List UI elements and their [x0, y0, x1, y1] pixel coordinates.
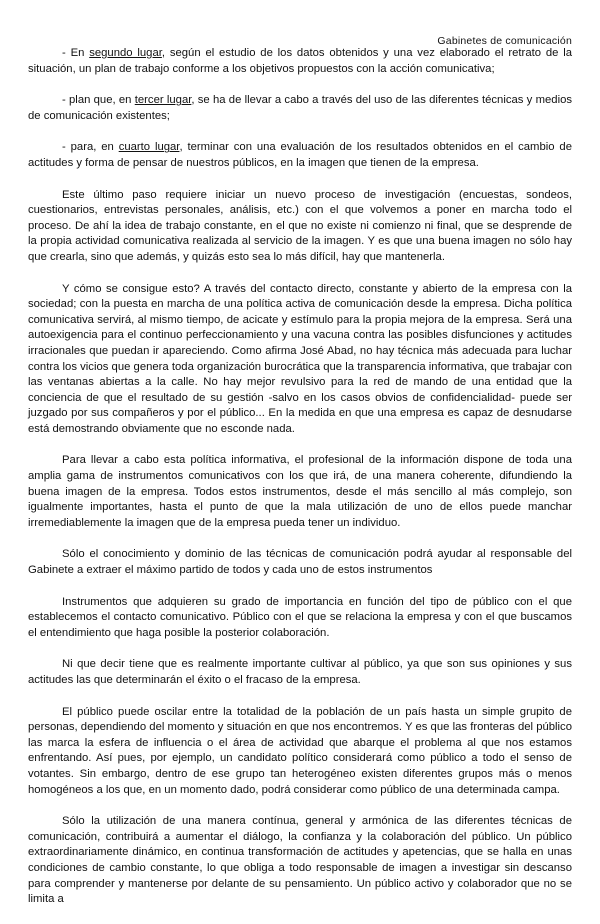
body-text: [28, 46, 572, 924]
paragraph-continuous-use: Sólo la utilización de una manera contínua, general y armónica de las diferentes técnicas de comunicación, contribuirá a aumentar el diálogo, la confianza y la colaboración del público. Un público extraordinariamente dinámico, en continua transformación de actitudes y apetencias, que se halla en unas condiciones de cambio constante, lo que obliga a todo responsable de imagen a investigar sin descanso para comprender y mantenerse por delante de su pensamiento. Un público activo y colaborador que no se limita a: [28, 815, 572, 906]
paragraph-information-policy: Para llevar a cabo esta política informativa, el profesional de la información dispone de toda una amplia gama de instrumentos comunicativos con los que irá, de una manera coherente, difundiendo la buena imagen de la empresa. Todos estos instrumentos, desde el más sencillo al más complejo, son igualmente importantes, hasta el punto de que la mala utilización de uno de ellos puede manchar irremediablemente la imagen que de la empresa pueda tener un individuo.: [28, 454, 572, 529]
paragraph-second-step-lead: - En: [62, 47, 90, 59]
paragraph-last-step: Este último paso requiere iniciar un nuevo proceso de investigación (encuestas, sondeos, cuestionarios, entrevistas personales, análisis, etc.) con el que volvemos a poner en marcha todo el proceso. De ahí la idea de trabajo constante, en el que no existe ni comienzo ni final, que se desprende de la propia actividad comunicativa realizada al servicio de la imagen. Y es que una buena imagen no sólo hay que crearla, sino que además, y quizás esto sea lo más difícil, hay que mantenerla.: [28, 188, 572, 263]
running-header: Gabinetes de comunicación: [437, 35, 572, 47]
paragraph-cultivate-public: Ni que decir tiene que es realmente importante cultivar al público, ya que son sus opiniones y sus actitudes las que determinarán el éxito o el fracaso de la empresa.: [28, 658, 572, 686]
paragraph-instruments: Instrumentos que adquieren su grado de importancia en función del tipo de público con el que establecemos el contacto comunicativo. Público con el que se relaciona la empresa y con el que buscamos el entendimiento que haga posible la posterior colaboración.: [28, 595, 572, 639]
paragraph-how-to-achieve: Y cómo se consigue esto? A través del contacto directo, constante y abierto de la empresa con la sociedad; con la puesta en marcha de una política activa de comunicación desde la empresa. Dicha política comunicativa servirá, al mismo tiempo, de acicate y estímulo para la propia mejora de la empresa. Será una autoexigencia para el continuo perfeccionamiento y una vacuna contra las posibles disfunciones y actitudes irracionales que puedan ir apareciendo. Como afirma José Abad, no hay técnica más adecuada para luchar contra los vicios que genera toda organización burocrática que la transparencia informativa, que trabajar con las ventanas abiertas a la calle. No hay mejor revulsivo para la red de mando de una entidad que la conciencia de que el resultado de su gestión -salvo en los casos obvios de confidencialidad- puede ser juzgado por sus compañeros y por el público... En la medida en que una empresa es capaz de desnudarse está demostrando obviamente que no esconde nada.: [28, 282, 572, 435]
paragraph-fourth-step-lead: - para, en: [62, 141, 119, 154]
paragraph-fourth-step: [28, 140, 572, 171]
paragraph-third-step-lead: - plan que, en: [62, 94, 135, 107]
paragraph-fourth-step-text: , terminar con una evaluación de los resultados obtenidos en el cambio de actitudes y forma de pensar de nuestros públicos, en la imagen que tienen de la empresa.: [28, 141, 572, 169]
paragraph-second-step: [28, 46, 572, 77]
paragraph-second-step-text: , según el estudio de los datos obtenidos y una vez elaborado el retrato de la situación, un plan de trabajo conforme a los objetivos propuestos con la acción comunicativa;: [28, 47, 573, 75]
underlined-third-place: tercer lugar: [134, 94, 192, 107]
paragraph-third-step-text: , se ha de llevar a cabo a través del uso de las diferentes técnicas y medios de comunicación existentes;: [28, 94, 573, 122]
paragraph-third-step: [28, 93, 572, 124]
underlined-fourth-place: cuarto lugar: [118, 141, 180, 154]
paragraph-knowledge-techniques: Sólo el conocimiento y dominio de las técnicas de comunicación podrá ayudar al responsable del Gabinete a extraer el máximo partido de todos y cada uno de estos instrumentos: [28, 548, 572, 577]
paragraph-public-scope: El público puede oscilar entre la totalidad de la población de un país hasta un simple grupito de personas, dependiendo del momento y situación en que nos encontremos. Y es que las fronteras del público las marca la esfera de influencia o el área de actividad que abarque el problema al que nos estamos enfrentando. Así pues, por ejemplo, un candidato político considerará como público a todo el senso de votantes. Sin embargo, dentro de ese grupo tan heterogéneo existen diferentes grupos más o menos homogéneos a los que, en un momento dado, podrá considerar como público de una determinada campa.: [28, 705, 572, 796]
underlined-second-place: segundo lugar: [89, 47, 162, 59]
